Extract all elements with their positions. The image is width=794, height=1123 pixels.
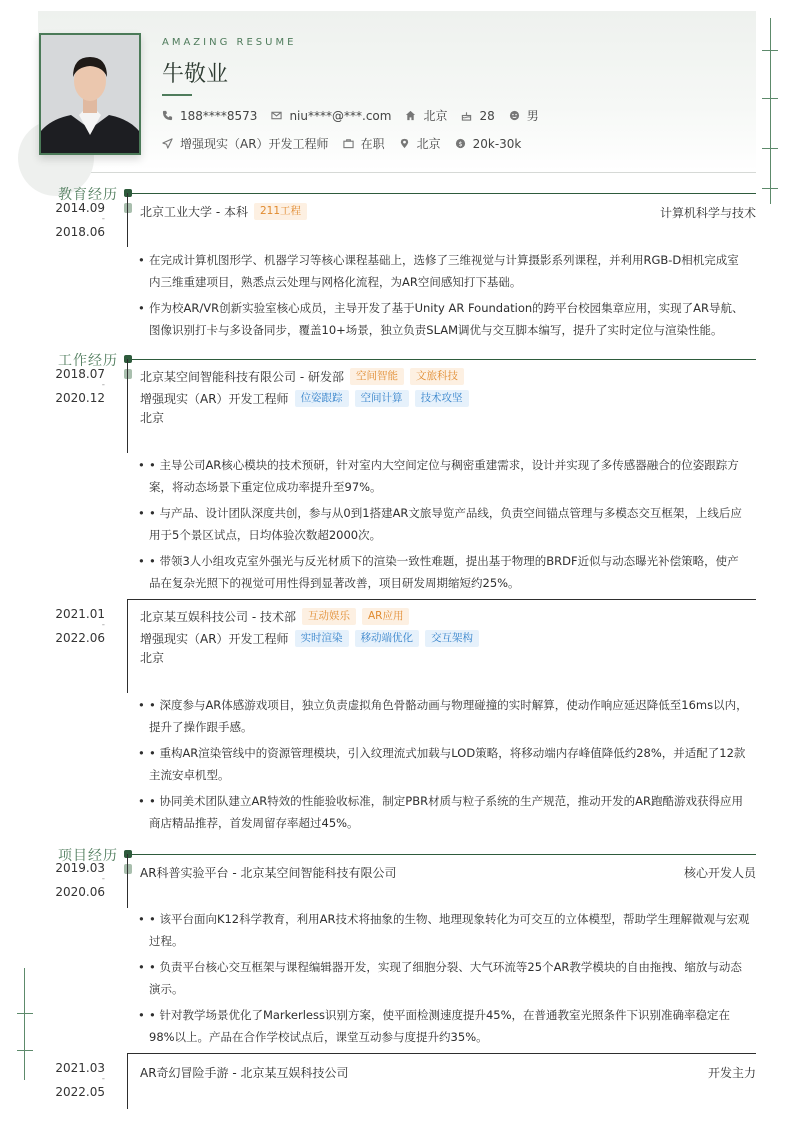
work1-city: 北京 — [140, 411, 165, 425]
city-item — [405, 107, 447, 124]
position-item — [162, 135, 329, 152]
edu-school-line — [140, 203, 307, 220]
work2-company-line — [140, 608, 409, 625]
list-item: • • 协同美术团队建立AR特效的性能验收标准，制定PBR材质与粒子系统的生产规范，推动开发的AR跑酷游戏获得应用商店精品推荐，首发周留存率超过45%。 — [138, 790, 750, 834]
work2-role-line — [140, 630, 479, 647]
work2-bullets — [138, 694, 750, 838]
location-pin-icon — [399, 138, 410, 149]
timeline-line — [127, 359, 128, 453]
school-name: 北京工业大学 - 本科 — [140, 205, 248, 219]
role-tag: 实时渲染 — [295, 630, 349, 647]
role-tag: 技术攻坚 — [415, 390, 469, 407]
position-text: 增强现实（AR）开发工程师 — [180, 137, 329, 151]
section-title-education: 教育经历 — [58, 187, 118, 203]
section-divider — [128, 854, 756, 855]
section-title-projects: 项目经历 — [58, 848, 118, 864]
age-text: 28 — [479, 108, 495, 123]
role-name: 增强现实（AR）开发工程师 — [140, 392, 289, 406]
salary-item — [455, 137, 522, 151]
face-icon — [509, 110, 520, 121]
work1-start-date: 2018.07 — [55, 367, 105, 381]
work2-end-date: 2022.06 — [55, 631, 105, 645]
work1-role-line — [140, 390, 469, 407]
phone-icon — [162, 110, 173, 121]
section-title-work: 工作经历 — [58, 353, 118, 369]
decor-line — [762, 50, 778, 51]
money-icon — [455, 138, 466, 149]
list-item: • • 带领3人小组攻克室外强光与反光材质下的渲染一致性难题，提出基于物理的BRDF近似与动态曝光补偿策略，使产品在复杂光照下的视觉可用性得到显著改善，项目研发周期缩短约25%。 — [138, 550, 750, 594]
proj2-end-date: 2022.05 — [55, 1085, 105, 1099]
email-item — [271, 109, 391, 123]
list-item: • • 针对教学场景优化了Markerless识别方案，使平面检测速度提升45%，在普通教室光照条件下识别准确率稳定在98%以上。产品在合作学校试点后，课堂互动参与度提升约35%。 — [138, 1004, 750, 1048]
home-icon — [405, 110, 416, 121]
company-tag: 互动娱乐 — [302, 608, 356, 625]
proj1-start-date: 2019.03 — [55, 861, 105, 875]
job-intent-row — [162, 135, 535, 152]
work2-start-date: 2021.01 — [55, 607, 105, 621]
location-text: 北京 — [416, 137, 441, 151]
entry-divider — [127, 1053, 756, 1054]
proj1-name: AR科普实验平台 - 北京某空间智能科技有限公司 — [140, 866, 397, 880]
status-text: 在职 — [360, 137, 385, 151]
resume-subtitle: AMAZING RESUME — [162, 37, 297, 48]
role-tag: 空间计算 — [355, 390, 409, 407]
decor-line — [762, 98, 778, 99]
major-text: 计算机科学与技术 — [659, 206, 756, 220]
proj1-role: 核心开发人员 — [683, 866, 756, 880]
school-tag: 211工程 — [254, 203, 307, 220]
entry-marker — [124, 864, 132, 874]
decor-line — [762, 188, 778, 189]
proj1-end-date: 2020.06 — [55, 885, 105, 899]
work1-bullets — [138, 454, 750, 598]
gender-text: 男 — [526, 109, 539, 123]
svg-text:$: $ — [458, 139, 463, 148]
date-separator: - — [101, 620, 105, 630]
city-text: 北京 — [423, 109, 448, 123]
company-name: 北京某互娱科技公司 - 技术部 — [140, 610, 296, 624]
decor-line — [17, 1050, 33, 1051]
entry-divider — [127, 599, 756, 600]
list-item: • 在完成计算机图形学、机器学习等核心课程基础上，选修了三维视觉与计算摄影系列课程，并利用RGB-D相机完成室内三维重建项目，熟悉点云处理与网格化流程，为AR空间感知打下基础。 — [138, 249, 750, 293]
entry-marker — [124, 369, 132, 379]
edu-end-date: 2018.06 — [55, 225, 105, 239]
phone-item — [162, 109, 257, 123]
decor-line — [17, 1013, 33, 1014]
work1-end-date: 2020.12 — [55, 391, 105, 405]
timeline-line — [127, 854, 128, 908]
name-underline — [162, 94, 192, 96]
cake-icon — [461, 110, 472, 121]
role-tag: 交互架构 — [425, 630, 479, 647]
avatar — [39, 33, 141, 155]
decor-line — [762, 148, 778, 149]
list-item: • • 深度参与AR体感游戏项目，独立负责虚拟角色骨骼动画与物理碰撞的实时解算，使动作响应延迟降低至16ms以内，提升了操作跟手感。 — [138, 694, 750, 738]
mail-icon — [271, 110, 282, 121]
work1-company-line — [140, 368, 464, 385]
section-divider — [128, 359, 756, 360]
work2-city: 北京 — [140, 651, 165, 665]
date-separator: - — [101, 1074, 105, 1084]
list-item: • • 重构AR渲染管线中的资源管理模块，引入纹理流式加载与LOD策略，将移动端内存峰值降低约28%，并适配了12款主流安卓机型。 — [138, 742, 750, 786]
date-separator: - — [101, 874, 105, 884]
header-divider — [38, 172, 756, 173]
role-tag: 移动端优化 — [355, 630, 420, 647]
gender-item — [509, 107, 539, 124]
timeline-line — [127, 1053, 128, 1109]
role-name: 增强现实（AR）开发工程师 — [140, 632, 289, 646]
briefcase-icon — [343, 138, 354, 149]
proj1-bullets — [138, 908, 750, 1052]
list-item: • • 负责平台核心交互框架与课程编辑器开发，实现了细胞分裂、大气环流等25个AR教学模块的自由拖拽、缩放与动态演示。 — [138, 956, 750, 1000]
proj2-role: 开发主力 — [707, 1066, 756, 1080]
edu-bullets — [138, 249, 750, 345]
proj2-name: AR奇幻冒险手游 - 北京某互娱科技公司 — [140, 1066, 349, 1080]
timeline-line — [127, 193, 128, 247]
list-item: • • 与产品、设计团队深度共创，参与从0到1搭建AR文旅导览产品线，负责空间锚点管理与多模态交互框架，上线后应用于5个景区试点，日均体验次数超2000次。 — [138, 502, 750, 546]
company-name: 北京某空间智能科技有限公司 - 研发部 — [140, 370, 344, 384]
age-item — [461, 109, 494, 123]
company-tag: 空间智能 — [350, 368, 404, 385]
role-tag: 位姿跟踪 — [295, 390, 349, 407]
date-separator: - — [101, 380, 105, 390]
entry-marker — [124, 203, 132, 213]
email-text: niu****@***.com — [289, 108, 392, 123]
decor-line — [24, 968, 25, 1080]
send-icon — [162, 138, 173, 149]
contact-row — [162, 107, 553, 124]
list-item: • 作为校AR/VR创新实验室核心成员，主导开发了基于Unity AR Foundation的跨平台校园集章应用，实现了AR导航、图像识别打卡与多设备同步，覆盖10+场景，独立负责SLAM调优与交互脚本编写，提升了实时定位与渲染性能。 — [138, 297, 750, 341]
section-divider — [128, 193, 756, 194]
candidate-name: 牛敬业 — [162, 62, 229, 87]
decor-line — [770, 18, 771, 204]
timeline-line — [127, 599, 128, 693]
company-tag: 文旅科技 — [410, 368, 464, 385]
date-separator: - — [101, 214, 105, 224]
list-item: • • 主导公司AR核心模块的技术预研，针对室内大空间定位与稠密重建需求，设计并实现了多传感器融合的位姿跟踪方案，将动态场景下重定位成功率提升至97%。 — [138, 454, 750, 498]
list-item: • • 该平台面向K12科学教育，利用AR技术将抽象的生物、地理现象转化为可交互的立体模型，帮助学生理解微观与宏观过程。 — [138, 908, 750, 952]
salary-text: 20k-30k — [472, 136, 522, 151]
edu-start-date: 2014.09 — [55, 201, 105, 215]
company-tag: AR应用 — [362, 608, 409, 625]
status-item — [343, 135, 385, 152]
phone-text: 188****8573 — [180, 108, 258, 123]
location-item — [399, 135, 441, 152]
proj2-start-date: 2021.03 — [55, 1061, 105, 1075]
